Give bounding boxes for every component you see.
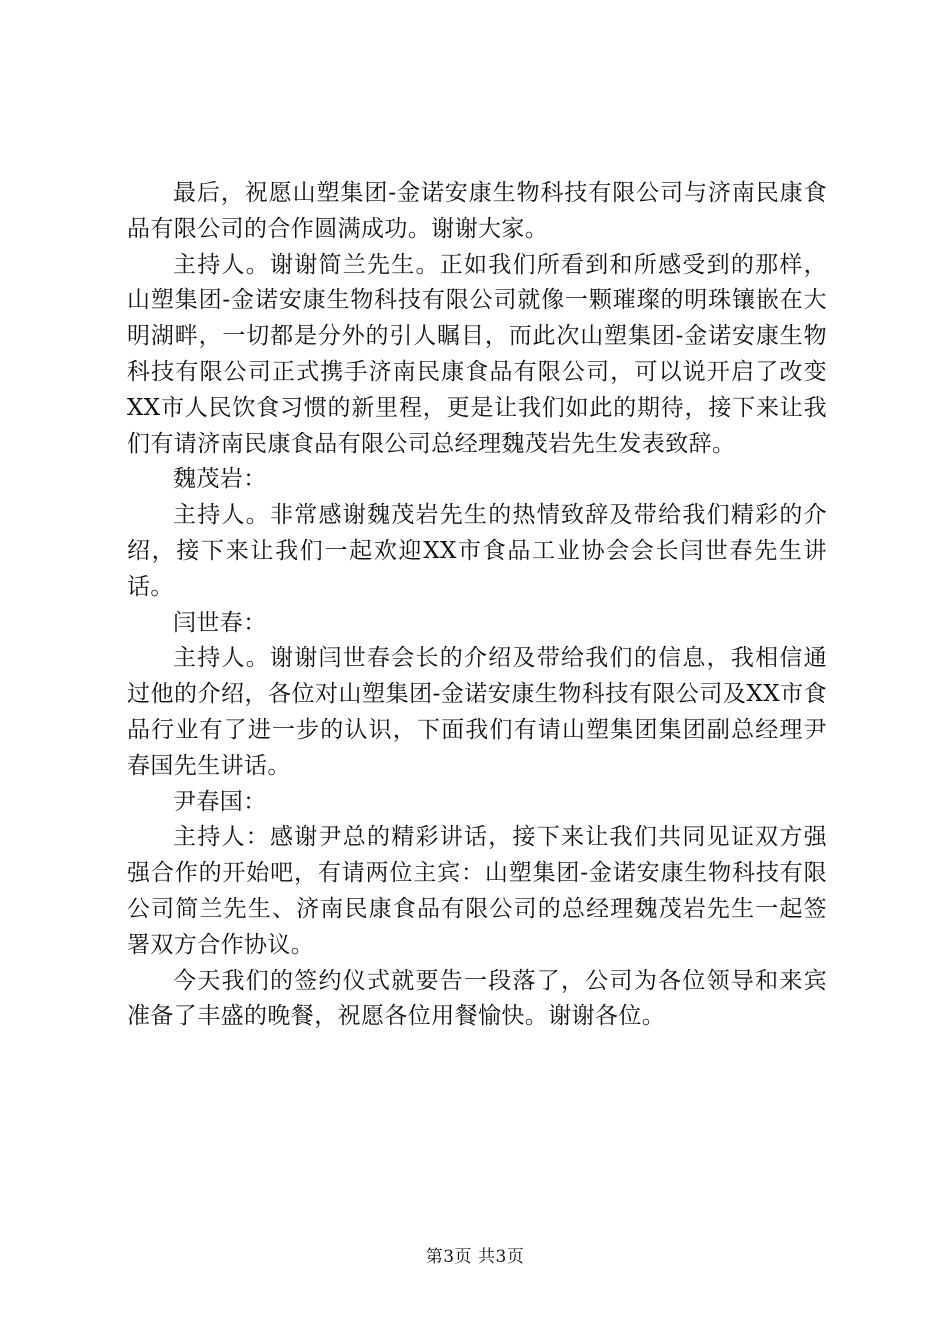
document-body: [127, 176, 827, 1035]
paragraph-host-intro-yin: 主持人。谢谢闫世春会长的介绍及带给我们的信息，我相信通过他的介绍，各位对山塑集团-金诺安康生物科技有限公司及XX市食品行业有了进一步的认识，下面我们有请山塑集团集团副总经理尹春国先生讲话。: [127, 645, 827, 779]
speaker-label-yan: 闫世春：: [173, 609, 267, 636]
paragraph-host-intro-yan: 主持人。非常感谢魏茂岩先生的热情致辞及带给我们精彩的介绍，接下来让我们一起欢迎XX市食品工业协会会长闫世春先生讲话。: [127, 502, 827, 600]
speaker-label-yin: 尹春国：: [173, 788, 267, 815]
page-number-footer: 第3页 共3页: [425, 1247, 525, 1267]
paragraph-closing-dinner: 今天我们的签约仪式就要告一段落了，公司为各位领导和来宾准备了丰盛的晚餐，祝愿各位用餐愉快。谢谢各位。: [127, 967, 827, 1030]
paragraph-closing-wish: 最后，祝愿山塑集团-金诺安康生物科技有限公司与济南民康食品有限公司的合作圆满成功。谢谢大家。: [127, 180, 827, 242]
paragraph-host-signing: 主持人：感谢尹总的精彩讲话，接下来让我们共同见证双方强强合作的开始吧，有请两位主宾：山塑集团-金诺安康生物科技有限公司简兰先生、济南民康食品有限公司的总经理魏茂岩先生一起签署双方合作协议。: [127, 824, 827, 958]
paragraph-host-intro-wei: 主持人。谢谢简兰先生。正如我们所看到和所感受到的那样，山塑集团-金诺安康生物科技有限公司就像一颗璀璨的明珠镶嵌在大明湖畔，一切都是分外的引人瞩目，而此次山塑集团-金诺安康生物科技有限公司正式携手济南民康食品有限公司，可以说开启了改变XX市人民饮食习惯的新里程，更是让我们如此的期待，接下来让我们有请济南民康食品有限公司总经理魏茂岩先生发表致辞。: [127, 251, 827, 457]
speaker-label-wei: 魏茂岩：: [173, 466, 267, 493]
